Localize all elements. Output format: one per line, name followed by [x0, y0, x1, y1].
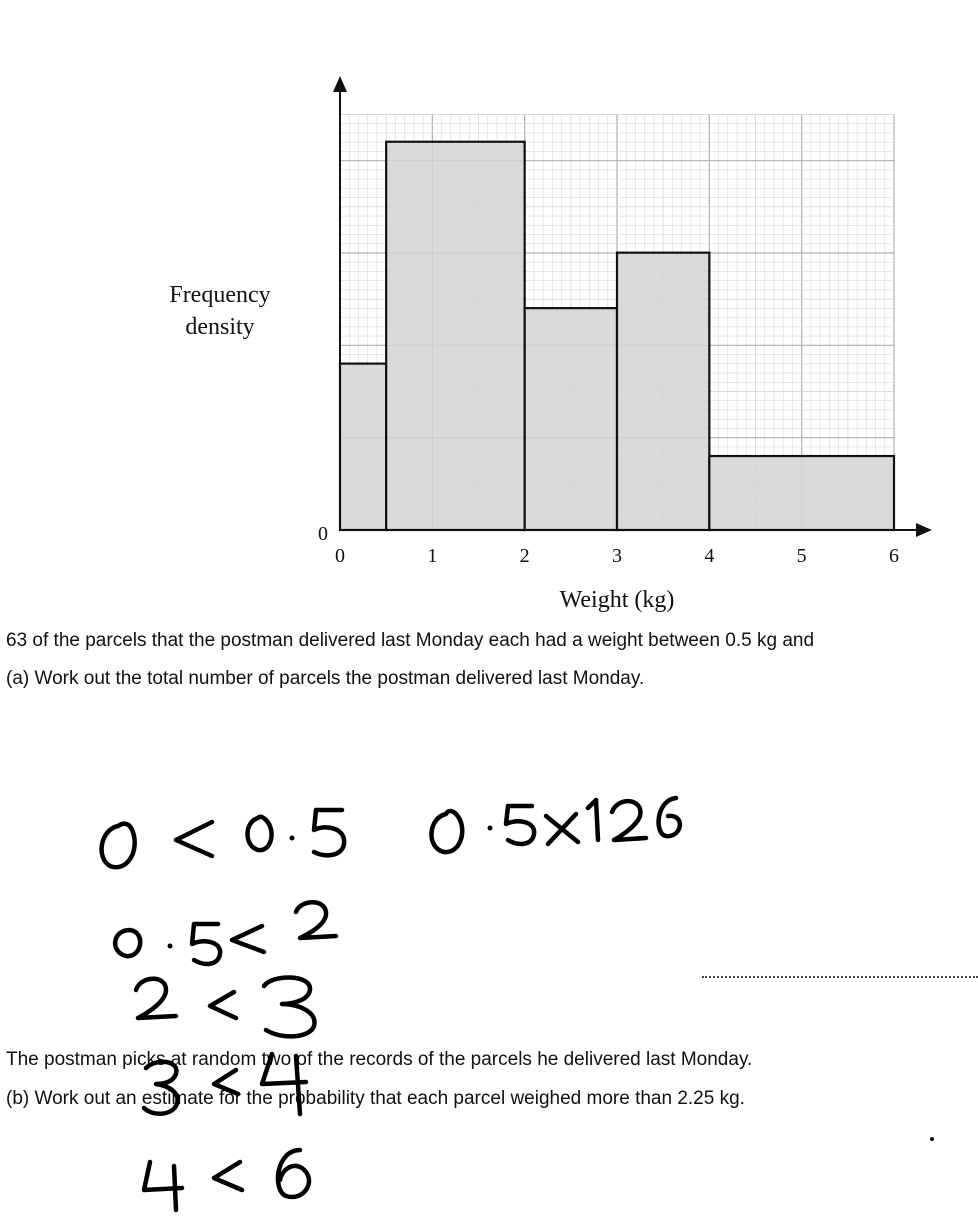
hw-line3: [136, 977, 315, 1036]
question-part-b: (b) Work out an estimate for the probability that each parcel weighed more than 2.25 kg.: [6, 1088, 745, 1109]
hw-line1b: [431, 798, 679, 852]
hw-line1a: [102, 810, 345, 867]
x-tick-label-6: 6: [889, 545, 899, 567]
hw-line2: [115, 902, 336, 964]
x-tick-label-3: 3: [612, 545, 622, 567]
x-tick-label-2: 2: [519, 545, 530, 567]
x-tick-label-4: 4: [704, 545, 715, 567]
hw-line4: [144, 1054, 306, 1114]
y-axis-label-line2: density: [185, 314, 255, 340]
x-tick-label-5: 5: [796, 545, 807, 567]
x-axis-label: Weight (kg): [559, 587, 675, 613]
question-intro: 63 of the parcels that the postman delivered last Monday each had a weight between 0.5 kg and: [6, 630, 815, 651]
question-part-b-intro: The postman picks at random two of the records of the parcels he delivered last Monday.: [6, 1049, 753, 1070]
x-tick-label-0: 0: [335, 545, 345, 567]
y-axis-label-line1: Frequency: [169, 282, 271, 308]
question-part-a: (a) Work out the total number of parcels the postman delivered last Monday.: [6, 668, 645, 689]
hw-line5: [144, 1150, 309, 1210]
x-tick-label-1: 1: [427, 545, 438, 567]
y-tick-label-0: 0: [318, 523, 328, 545]
